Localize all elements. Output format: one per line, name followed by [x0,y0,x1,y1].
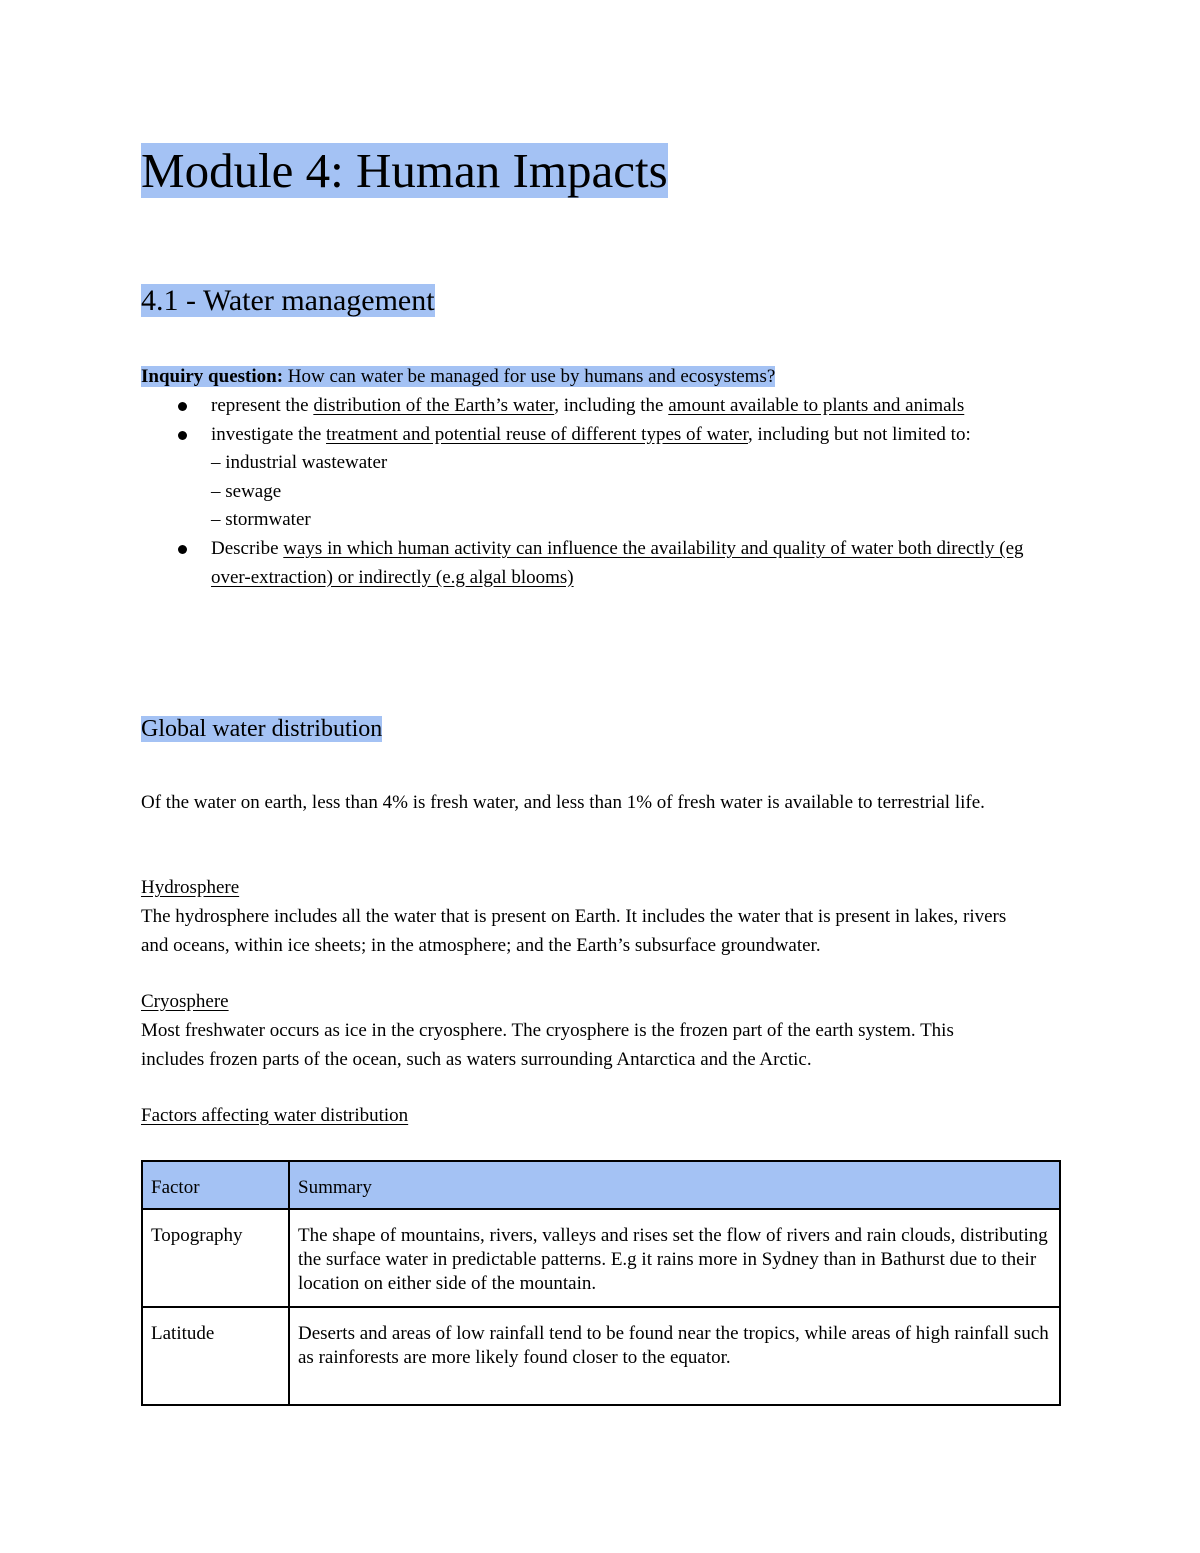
syllabus-list [141,392,1061,592]
cryosphere-text: Most freshwater occurs as ice in the cryosphere. The cryosphere is the frozen part of the earth system. This includes frozen parts of the ocean, such as waters surrounding Antarctica and the Arctic. [141,1020,954,1070]
factor-cell: Topography [142,1209,289,1307]
cryosphere-heading: Cryosphere [141,991,229,1012]
inquiry-question [141,363,1061,392]
sub-item: – stormwater [211,509,311,531]
sub-item: – sewage [211,480,282,502]
page-title: Module 4: Human Impacts [141,143,668,198]
hydrosphere-heading: Hydrosphere [141,877,240,898]
bullet-icon [178,402,187,411]
global-heading: Global water distribution [141,716,383,742]
column-header-factor: Factor [142,1161,289,1209]
table-row [142,1209,1060,1307]
summary-cell: Deserts and areas of low rainfall tend to be found near the tropics, while areas of high rainfall such as rainforests are more likely found closer to the equator. [289,1307,1060,1405]
factors-heading: Factors affecting water distribution [141,1105,409,1126]
factor-cell: Latitude [142,1307,289,1405]
section-heading: 4.1 - Water management [141,284,435,317]
factors-table [141,1160,1061,1406]
list-item: Describe ways in which human activity can influence the availability and quality of water both directly (eg over-extraction) or indirectly (e.g algal blooms) [141,535,1061,592]
inquiry-text: How can water be managed for use by humans and ecosystems? [287,366,776,387]
bullet-icon [178,431,187,440]
column-header-summary: Summary [289,1161,1060,1209]
table-row [142,1307,1060,1405]
hydrosphere-text: The hydrosphere includes all the water that is present on Earth. It includes the water that is present in lakes, rivers and oceans, within ice sheets; in the atmosphere; and the Earth’s subsurface groundwater. [141,906,1007,956]
bullet-icon [178,545,187,554]
table-header-row [142,1161,1060,1209]
list-item: represent the distribution of the Earth’s water, including the amount available to plants and animals [141,392,1061,421]
sub-item: – industrial wastewater [211,452,388,474]
list-item: investigate the treatment and potential reuse of different types of water, including but not limited to: – industrial wastewater – sewage – stormwater [141,421,1061,535]
inquiry-label: Inquiry question: [141,366,284,387]
summary-cell: The shape of mountains, rivers, valleys and rises set the flow of rivers and rain clouds, distributing the surface water in predictable patterns. E.g it rains more in Sydney than in Bathurst due to their location on either side of the mountain. [289,1209,1060,1307]
intro-paragraph: Of the water on earth, less than 4% is fresh water, and less than 1% of fresh water is available to terrestrial life. [141,792,985,813]
